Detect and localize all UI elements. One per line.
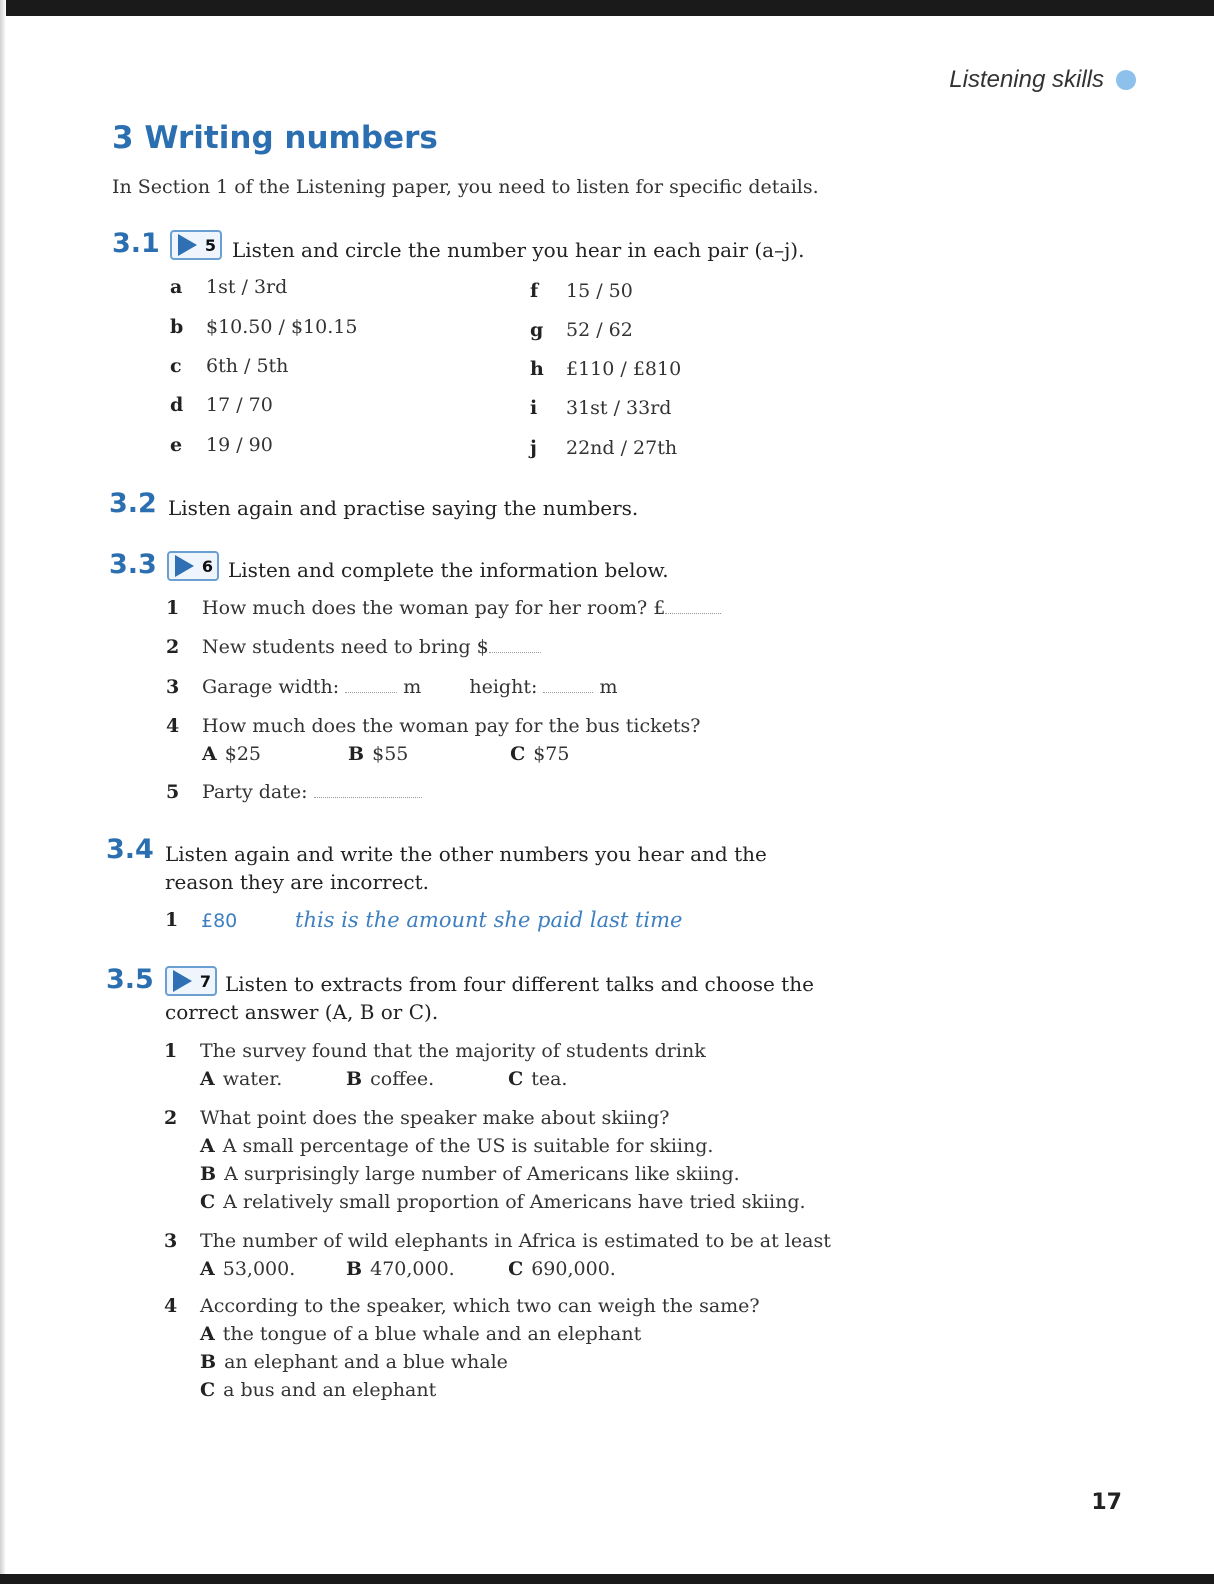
exercise-instruction-3-3: Listen and complete the information below. <box>228 558 669 582</box>
pair-item: j 22nd / 27th <box>530 437 678 459</box>
running-head-text: Listening skills <box>949 66 1104 93</box>
pair-item: g 52 / 62 <box>530 319 633 341</box>
option-a[interactable]: A water. <box>200 1068 283 1090</box>
question-item: 4 How much does the woman pay for the bus tickets? A $25 B $55 C $75 <box>166 712 866 768</box>
option-a[interactable]: A A small percentage of the US is suitable for skiing. <box>200 1135 714 1157</box>
audio-track-button-6[interactable] <box>167 551 219 581</box>
scan-left-edge <box>0 0 6 1584</box>
question-item: 3 The number of wild elephants in Africa is estimated to be at least A 53,000. B 470,000. C 690,000. <box>164 1227 884 1283</box>
exercise-instruction-3-1: Listen and circle the number you hear in each pair (a–j). <box>232 238 805 262</box>
play-icon <box>173 970 192 992</box>
exercise-number-3-1: 3.1 <box>112 228 160 259</box>
pair-item: f 15 / 50 <box>530 280 633 302</box>
option-a[interactable]: A the tongue of a blue whale and an elephant <box>200 1323 642 1345</box>
exercise-instruction-3-4: Listen again and write the other numbers you hear and the reason they are incorrect. <box>165 842 767 894</box>
option-b[interactable]: B coffee. <box>346 1068 435 1090</box>
answer-blank[interactable] <box>489 652 541 653</box>
pair-item: c 6th / 5th <box>170 355 289 377</box>
exercise-instruction-3-5-cont: correct answer (A, B or C). <box>165 1000 439 1024</box>
pair-item: e 19 / 90 <box>170 434 273 456</box>
option-c[interactable]: C tea. <box>508 1068 568 1090</box>
play-icon <box>178 234 197 256</box>
answer-blank[interactable] <box>314 797 422 798</box>
height-blank[interactable] <box>543 692 593 693</box>
section-title: 3 Writing numbers <box>112 120 438 156</box>
pair-item: i 31st / 33rd <box>530 397 672 419</box>
exercise-number-3-5: 3.5 <box>106 964 154 995</box>
pair-item: b $10.50 / $10.15 <box>170 316 358 338</box>
section-dot-icon <box>1116 70 1136 90</box>
running-head <box>949 66 1136 94</box>
option-c[interactable]: C 690,000. <box>508 1258 616 1280</box>
play-icon <box>175 555 194 577</box>
exercise-number-3-3: 3.3 <box>109 549 157 580</box>
scan-top-edge <box>0 0 1214 16</box>
width-blank[interactable] <box>345 692 397 693</box>
intro-text: In Section 1 of the Listening paper, you need to listen for specific details. <box>112 176 819 198</box>
exercise-instruction-3-2: Listen again and practise saying the numbers. <box>168 496 639 520</box>
scan-bottom-edge <box>0 1574 1214 1584</box>
answer-blank[interactable] <box>665 613 721 614</box>
question-item: 1 How much does the woman pay for her room? £ <box>166 594 866 622</box>
track-number: 7 <box>199 971 211 991</box>
page-number: 17 <box>1091 1490 1122 1515</box>
track-number: 5 <box>204 235 216 255</box>
option-b[interactable]: B A surprisingly large number of Americans like skiing. <box>200 1163 740 1185</box>
option-b[interactable]: B $55 <box>348 743 409 765</box>
option-c[interactable]: C a bus and an elephant <box>200 1379 437 1401</box>
example-answer: 1 £80 this is the amount she paid last time <box>165 906 865 935</box>
audio-track-button-7[interactable] <box>165 966 217 996</box>
option-b[interactable]: B an elephant and a blue whale <box>200 1351 508 1373</box>
pair-item: h £110 / £810 <box>530 358 682 380</box>
option-c[interactable]: C $75 <box>510 743 570 765</box>
question-item: 3 Garage width: m height: m <box>166 676 618 698</box>
question-item: 2 What point does the speaker make about skiing? A A small percentage of the US is suitable for skiing. B A surprisingly large number of Americans like skiing. C A relatively small proportion of Americans have tried skiing. <box>164 1104 884 1216</box>
example-number: £80 <box>201 910 238 932</box>
question-item: 5 Party date: <box>166 778 866 806</box>
option-c[interactable]: C A relatively small proportion of Americans have tried skiing. <box>200 1191 806 1213</box>
question-item: 1 The survey found that the majority of students drink A water. B coffee. C tea. <box>164 1037 864 1093</box>
option-b[interactable]: B 470,000. <box>346 1258 455 1280</box>
question-item: 2 New students need to bring $ <box>166 633 866 661</box>
option-a[interactable]: A 53,000. <box>200 1258 296 1280</box>
exercise-number-3-4: 3.4 <box>106 834 154 865</box>
option-a[interactable]: A $25 <box>202 743 262 765</box>
track-number: 6 <box>201 556 213 576</box>
pair-item: a 1st / 3rd <box>170 276 288 298</box>
exercise-number-3-2: 3.2 <box>109 488 157 519</box>
example-reason: this is the amount she paid last time <box>295 908 683 932</box>
exercise-instruction-3-5: Listen to extracts from four different talks and choose the <box>225 972 814 996</box>
pair-item: d 17 / 70 <box>170 394 273 416</box>
audio-track-button-5[interactable] <box>170 230 222 260</box>
question-item: 4 According to the speaker, which two can weigh the same? A the tongue of a blue whale and an elephant B an elephant and a blue whale C a bus and an elephant <box>164 1292 884 1404</box>
